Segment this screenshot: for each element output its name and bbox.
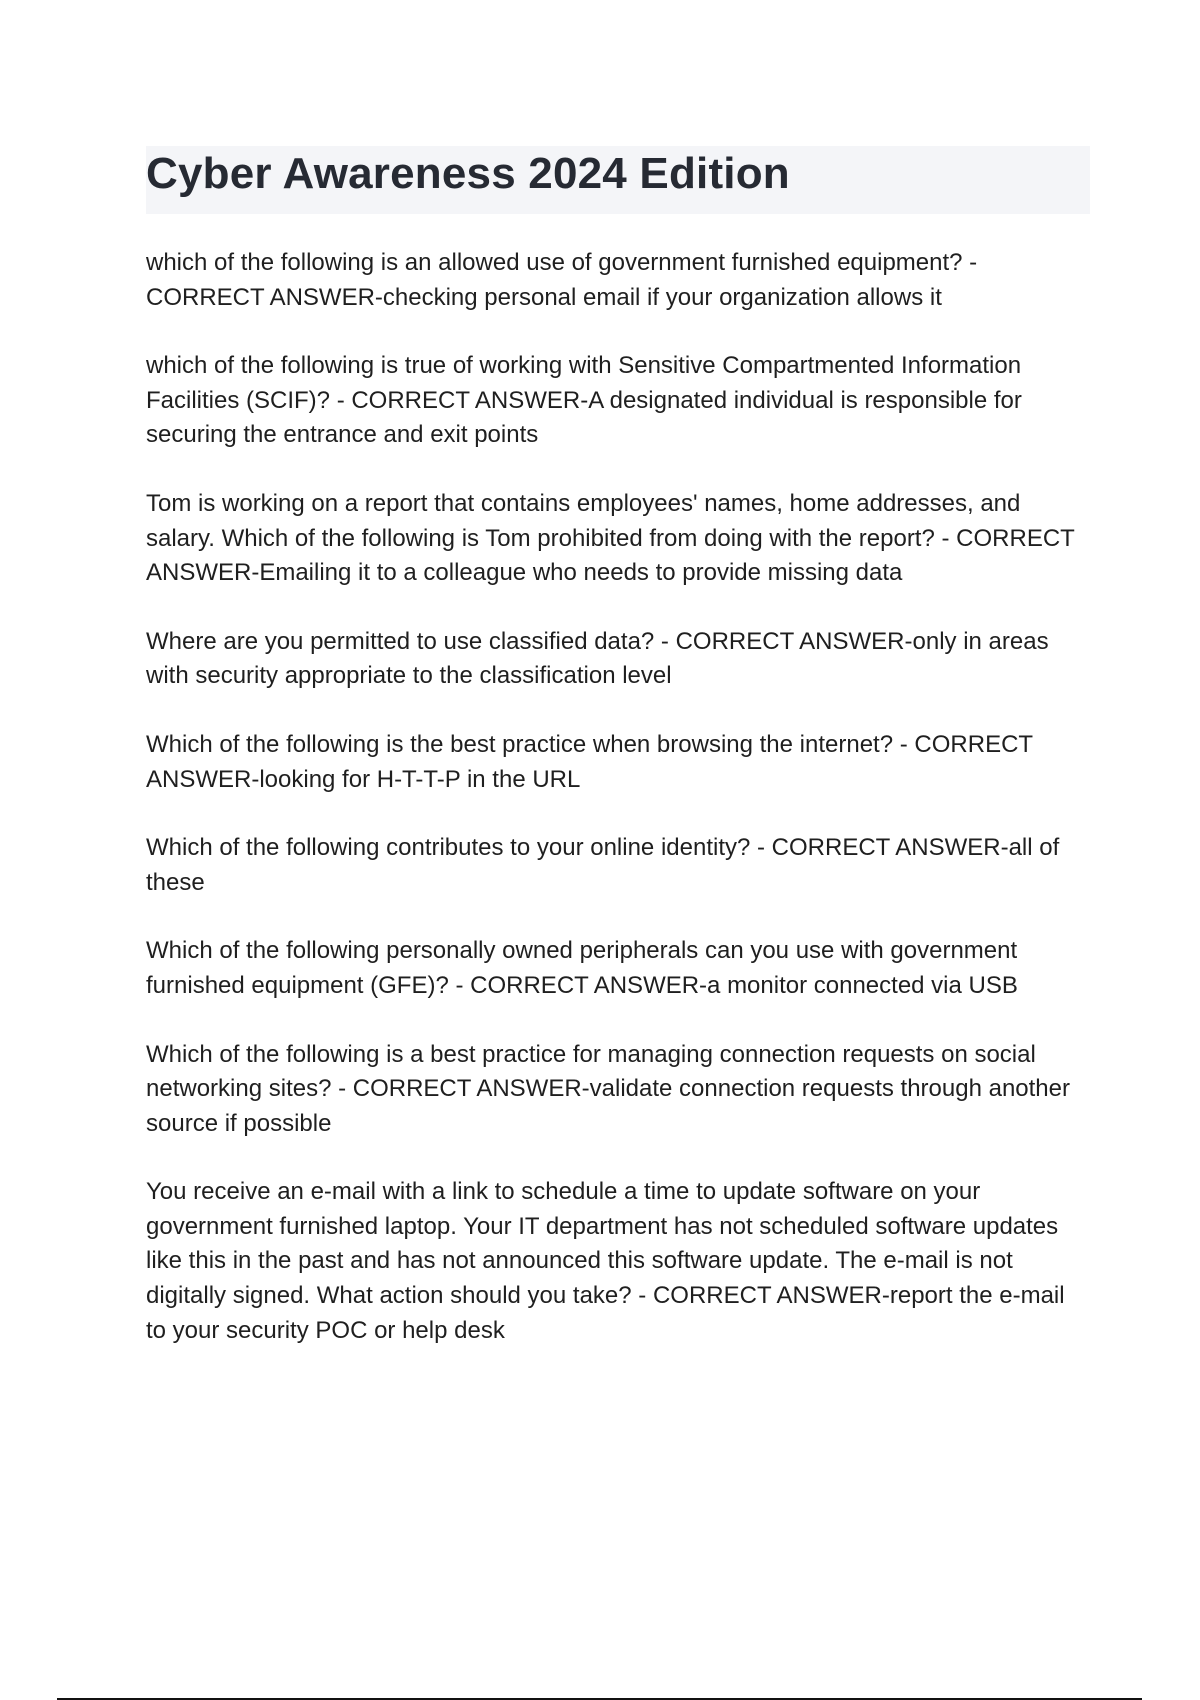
page-title: Cyber Awareness 2024 Edition xyxy=(146,149,790,198)
qa-item-9: You receive an e-mail with a link to schedule a time to update software on your government furnished laptop. Your IT department has not scheduled software updates like this in the past and has not announced this software update. The e-mail is not digitally signed. What action should you take? - CORRECT ANSWER-report the e-mail to your security POC or help desk xyxy=(146,1178,1065,1344)
qa-item-8: Which of the following is a best practice for managing connection requests on social networking sites? - CORRECT ANSWER-validate connection requests through another source if possible xyxy=(146,1040,1070,1137)
qa-item-4: Where are you permitted to use classified data? - CORRECT ANSWER-only in areas with security appropriate to the classification level xyxy=(146,627,1049,690)
qa-item-3: Tom is working on a report that contains employees' names, home addresses, and salary. Which of the following is Tom prohibited from doing with the report? - CORRECT ANSWER-Emailing it to a colleague who needs to provide missing data xyxy=(146,489,1075,587)
qa-list xyxy=(146,246,1090,1382)
qa-item-6: Which of the following contributes to your online identity? - CORRECT ANSWER-all of these xyxy=(146,834,1060,896)
qa-item-7: Which of the following personally owned peripherals can you use with government furnished equipment (GFE)? - CORRECT ANSWER-a monitor connected via USB xyxy=(146,937,1018,999)
qa-item-5: Which of the following is the best practice when browsing the internet? - CORRECT ANSWER-looking for H-T-T-P in the URL xyxy=(146,730,1033,793)
qa-item-2: which of the following is true of working with Sensitive Compartmented Information Facilities (SCIF)? - CORRECT ANSWER-A designated individual is responsible for securing the entrance and exit points xyxy=(146,352,1022,449)
qa-item-1: which of the following is an allowed use of government furnished equipment? - CORRECT ANSWER-checking personal email if your organization allows it xyxy=(146,249,978,311)
